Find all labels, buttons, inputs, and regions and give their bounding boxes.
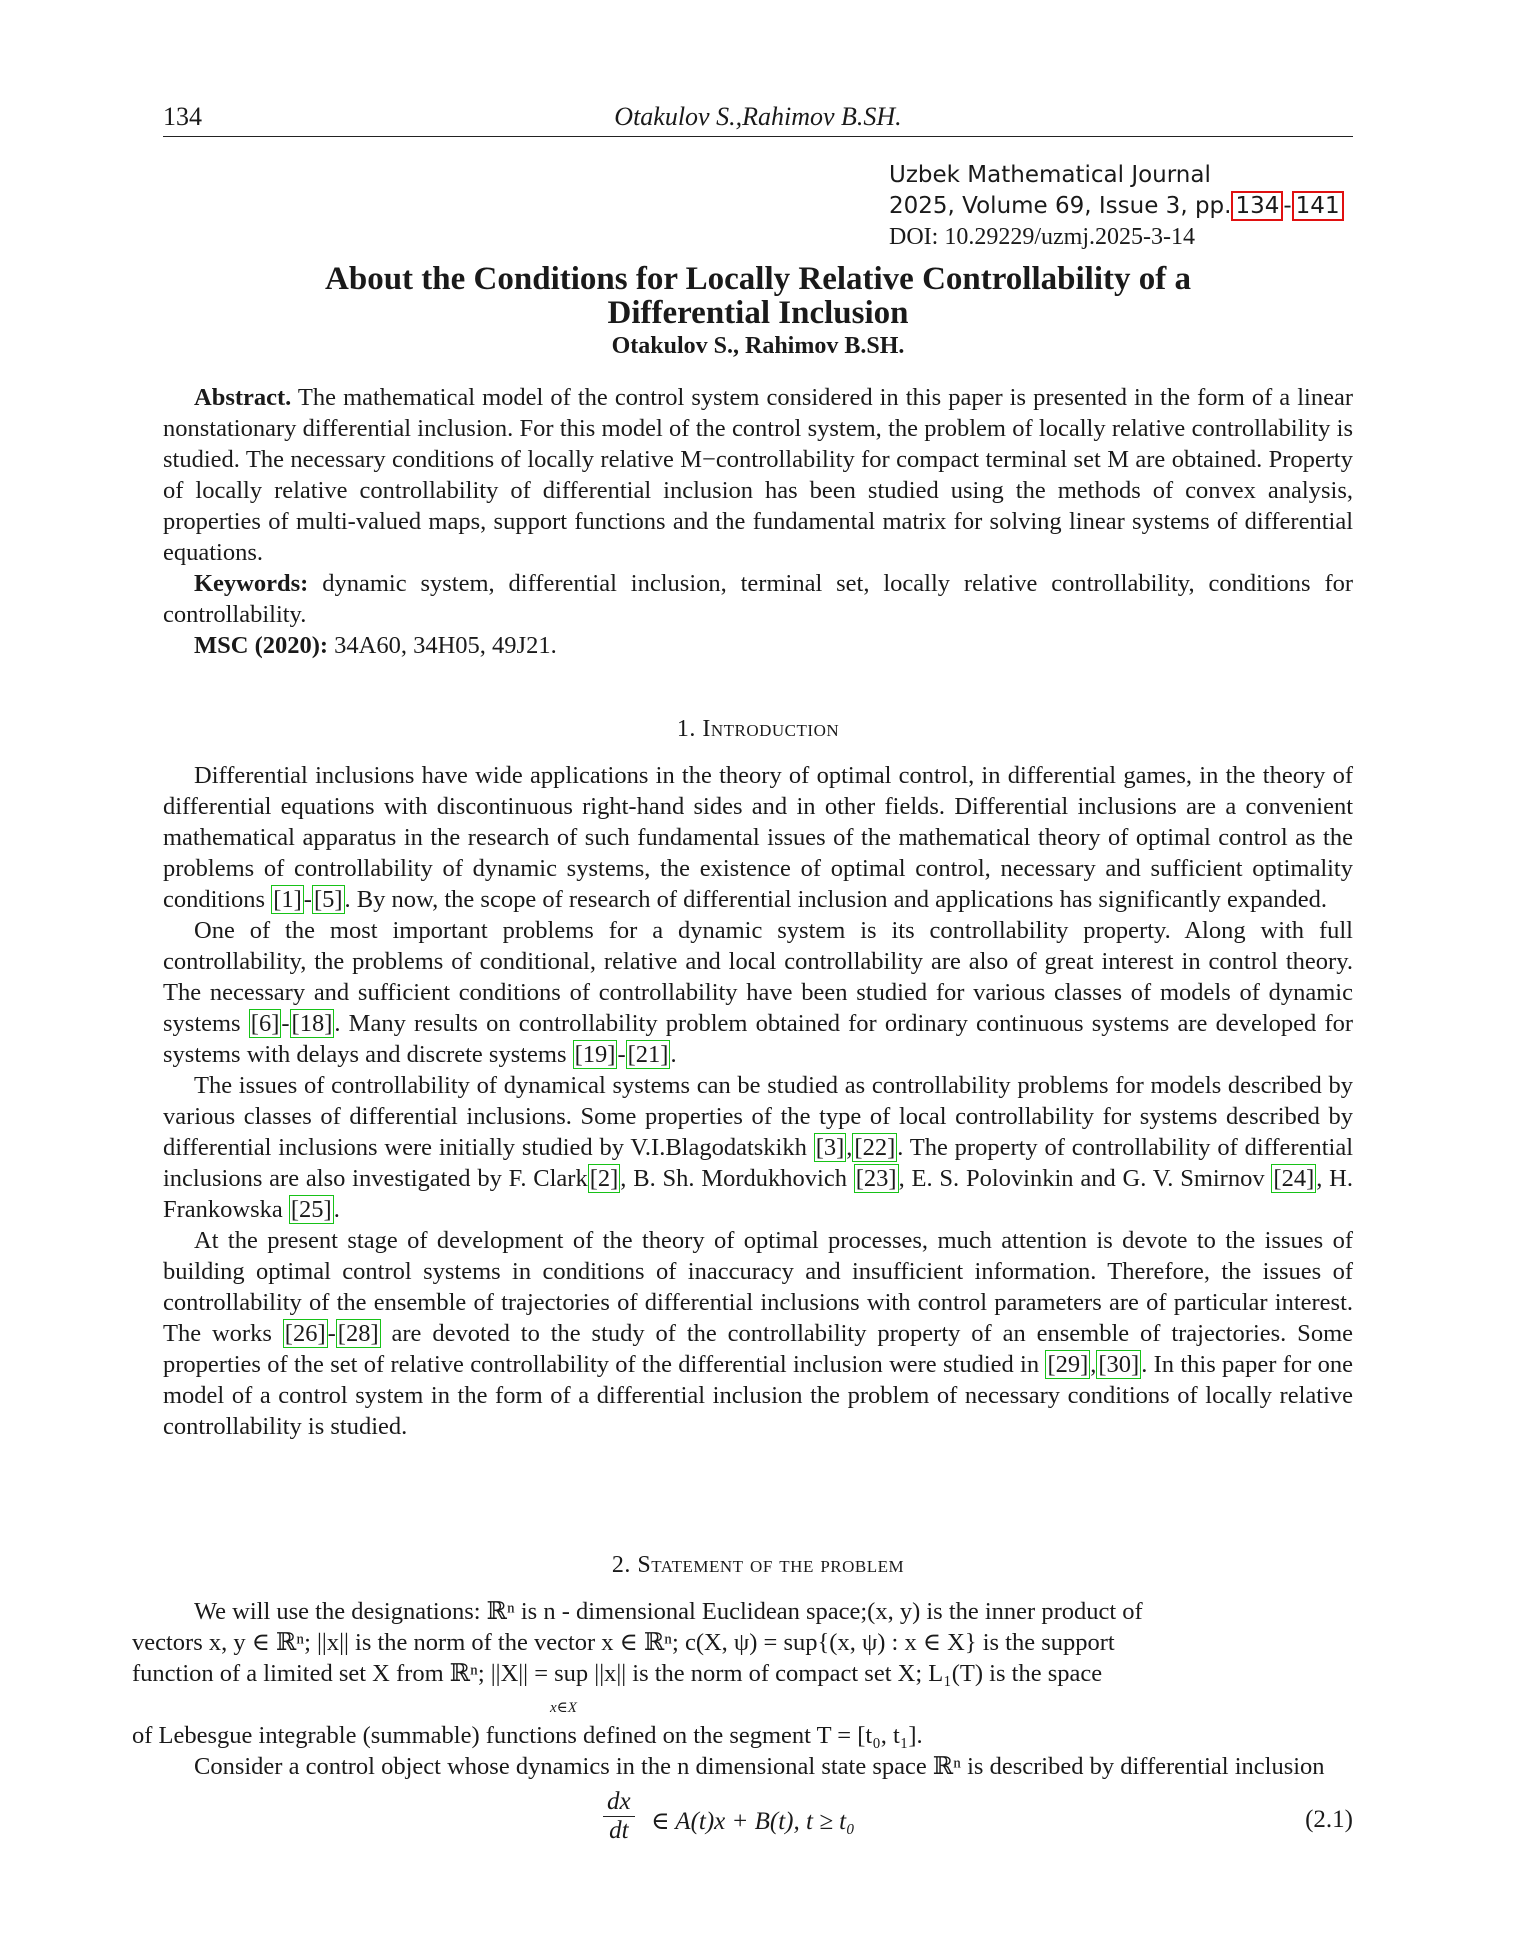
notation-paragraph: We will use the designations: ℝⁿ is n - dimensional Euclidean space;(x, y) is the inner product of vectors x, y ∈ ℝⁿ; ||x|| is the norm of the vector x ∈ ℝⁿ; c(X, ψ) = sup{(x, ψ) : x ∈ X} is the support function of a limited set X from ℝⁿ; ||X|| = sup ||x|| is the norm of compact set X; L₁(T) is the space x∈X of Lebesgue integrable (summable) functions defined on the segment T = [t₀, t₁]. bbox=[132, 1598, 1143, 1749]
journal-info bbox=[889, 160, 1344, 253]
msc-label: MSC (2020): bbox=[194, 632, 329, 659]
model-paragraph: Consider a control object whose dynamics in the n dimensional state space ℝⁿ is described by differential inclusion bbox=[194, 1753, 1325, 1780]
intro-paragraph-1: Differential inclusions have wide applications in the theory of optimal control, in differential games, in the theory of differential equations with discontinuous right-hand sides and in other fields. Differential inclusions are a convenient mathematical apparatus in the research of such fundamental issues of the mathematical theory of optimal control as the problems of controllability of dynamic systems, the existence of optimal control, necessary and sufficient optimality conditions [1]-[5]. By now, the scope of research of differential inclusion and applications has significantly expanded. bbox=[163, 762, 1353, 913]
intro-paragraph-2: One of the most important problems for a dynamic system is its controllability property. Along with full controllability, the problems of conditional, relative and local controllability are also of great interest in control theory. The necessary and sufficient conditions of controllability have been studied for various classes of models of dynamic systems [6]-[18]. Many results on controllability problem obtained for ordinary continuous systems are developed for systems with delays and discrete systems [19]-[21]. bbox=[163, 917, 1354, 1068]
section-heading-introduction: 1. Introduction bbox=[676, 716, 840, 742]
citation-link[interactable]: [25] bbox=[290, 1196, 332, 1223]
section-statement bbox=[132, 1596, 1353, 1782]
citation-link[interactable]: [24] bbox=[1273, 1165, 1315, 1192]
journal-volume: 2025, Volume 69, Issue 3, pp. 134 - 141 bbox=[889, 191, 1344, 222]
keywords-label: Keywords: bbox=[194, 570, 309, 597]
derivative-fraction: $\frac{dx}{dt}$ bbox=[603, 1788, 635, 1845]
citation-link[interactable]: [3] bbox=[815, 1134, 845, 1161]
equation-2-1 bbox=[163, 1780, 1353, 1860]
page-number: 134 bbox=[163, 102, 202, 131]
front-matter bbox=[163, 382, 1353, 661]
citation-link[interactable]: [21] bbox=[627, 1041, 669, 1068]
citation-link[interactable]: [18] bbox=[291, 1010, 333, 1037]
keywords bbox=[163, 568, 1353, 630]
paper-title: About the Conditions for Locally Relative Controllability of a Differential Inclusion bbox=[325, 261, 1191, 331]
equation-body: ∈ A(t)x + B(t), t ≥ t₀ bbox=[651, 1808, 855, 1835]
abstract bbox=[163, 382, 1353, 568]
citation-link[interactable]: [28] bbox=[337, 1320, 379, 1347]
citation-link[interactable]: [23] bbox=[855, 1165, 897, 1192]
intro-paragraph-4: At the present stage of development of the theory of optimal processes, much attention is devote to the issues of building optimal control systems in conditions of inaccuracy and insufficient information. Therefore, the issues of controllability of the ensemble of trajectories of differential inclusions with control parameters are of particular interest. The works [26]-[28] are devoted to the study of the controllability property of an ensemble of trajectories. Some properties of the set of relative controllability of the differential inclusion were studied in [29],[30]. In this paper for one model of a control system in the form of a differential inclusion the problem of necessary conditions of locally relative controllability is studied. bbox=[163, 1227, 1354, 1440]
citation-link[interactable]: [26] bbox=[284, 1320, 326, 1347]
citation-link[interactable]: [30] bbox=[1098, 1351, 1140, 1378]
section-introduction bbox=[163, 760, 1353, 1442]
paper-authors: Otakulov S., Rahimov B.SH. bbox=[611, 333, 905, 359]
keywords-text: dynamic system, differential inclusion, terminal set, locally relative controllability, conditions for controllability. bbox=[163, 570, 1354, 628]
msc-text: 34A60, 34H05, 49J21. bbox=[334, 632, 557, 659]
journal-name: Uzbek Mathematical Journal bbox=[889, 162, 1211, 188]
citation-link[interactable]: [29] bbox=[1047, 1351, 1089, 1378]
citation-link[interactable]: [1] bbox=[273, 886, 302, 913]
abstract-text: The mathematical model of the control system considered in this paper is presented in the form of a linear nonstationary differential inclusion. For this model of the control system, the problem of locally relative controllability is studied. The necessary conditions of locally relative M−controllability for compact terminal set M are obtained. Property of locally relative controllability of differential inclusion has been studied using the methods of convex analysis, properties of multi-valued maps, support functions and the fundamental matrix for solving linear systems of differential equations. bbox=[163, 384, 1353, 566]
page-start-link[interactable]: 134 bbox=[1231, 191, 1283, 221]
citation-link[interactable]: [2] bbox=[589, 1165, 619, 1192]
citation-link[interactable]: [6] bbox=[250, 1010, 280, 1037]
msc bbox=[163, 630, 1353, 661]
running-authors: Otakulov S.,Rahimov B.SH. bbox=[614, 102, 902, 131]
equation-number: (2.1) bbox=[1305, 1806, 1353, 1833]
intro-paragraph-3: The issues of controllability of dynamical systems can be studied as controllability problems for models described by various classes of differential inclusions. Some properties of the type of local controllability for systems described by differential inclusions were initially studied by V.I.Blagodatskikh [3],[22]. The property of controllability of differential inclusions are also investigated by F. Clark[2], B. Sh. Mordukhovich [23], E. S. Polovinkin and G. V. Smirnov [24], H. Frankowska [25]. bbox=[163, 1072, 1354, 1223]
abstract-label: Abstract. bbox=[194, 384, 292, 411]
section-heading-statement: 2. Statement of the problem bbox=[611, 1552, 905, 1578]
citation-link[interactable]: [19] bbox=[574, 1041, 616, 1068]
citation-link[interactable]: [22] bbox=[854, 1134, 896, 1161]
page-end-link[interactable]: 141 bbox=[1292, 191, 1344, 221]
doi: DOI: 10.29229/uzmj.2025-3-14 bbox=[889, 224, 1195, 250]
citation-link[interactable]: [5] bbox=[313, 886, 343, 913]
sup-subscript: x∈X bbox=[550, 1700, 577, 1716]
running-header bbox=[163, 100, 1353, 137]
